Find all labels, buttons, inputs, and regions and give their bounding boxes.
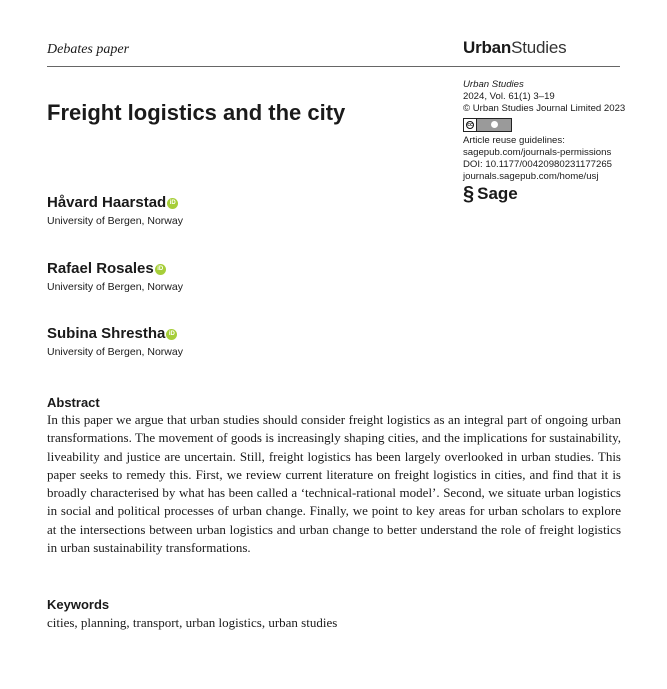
author-affiliation: University of Bergen, Norway [47, 346, 183, 358]
person-icon [491, 121, 498, 128]
author-name: Håvard Haarstad iD [47, 194, 178, 211]
header-rule [47, 66, 620, 67]
author-name: Rafael Rosales iD [47, 260, 166, 277]
abstract-heading: Abstract [47, 395, 100, 410]
keywords-text: cities, planning, transport, urban logistics, urban studies [47, 615, 338, 630]
journal-logo-bold: Urban [463, 38, 512, 57]
orcid-icon[interactable]: iD [155, 264, 166, 275]
meta-journal-link[interactable]: journals.sagepub.com/home/usj [463, 171, 599, 183]
meta-journal: Urban Studies [463, 79, 524, 90]
abstract-text: In this paper we argue that urban studies should consider freight logistics as an integral part of ongoing urban transformations. The movement of goods is increasingly shaping cities, and the implications for sustainability, liveability and justice are uncertain. Still, freight logistics has been largely overlooked in urban studies. This paper seeks to remedy this. First, we review current literature on freight logistics in cities, and find that it is broadly characterised by what has been called a ‘technical-rational model’. Second, we situate urban logistics in social and political processes of urban change. Finally, we point to key areas for urban scholars to explore at the intersections between urban logistics and urban change to better understand the role of freight logistics in urban sustainability transformations. [47, 412, 621, 556]
orcid-icon[interactable]: iD [167, 198, 178, 209]
keywords-heading: Keywords [47, 597, 110, 612]
author-affiliation: University of Bergen, Norway [47, 281, 183, 293]
article-title: Freight logistics and the city [47, 100, 346, 125]
article-meta [463, 79, 626, 206]
meta-copyright: © Urban Studies Journal Limited 2023 [463, 103, 626, 115]
section-label: Debates paper [47, 42, 130, 57]
publisher-name: Sage [477, 184, 518, 204]
journal-logo-light: Studies [511, 38, 567, 57]
meta-doi[interactable]: DOI: 10.1177/00420980231177265 [463, 159, 613, 171]
publisher-logo [463, 183, 625, 206]
cc-by-license-icon[interactable]: cc [463, 118, 512, 132]
author-affiliation: University of Bergen, Norway [47, 215, 183, 227]
meta-volume: 2024, Vol. 61(1) 3–19 [463, 91, 555, 103]
author-name: Subina Shrestha iD [47, 325, 177, 342]
journal-logo [463, 38, 566, 58]
meta-reuse-label: Article reuse guidelines: [463, 134, 565, 146]
meta-reuse-link[interactable]: sagepub.com/journals-permissions [463, 146, 612, 158]
sage-s-icon: § [463, 183, 475, 206]
orcid-icon[interactable]: iD [166, 329, 177, 340]
